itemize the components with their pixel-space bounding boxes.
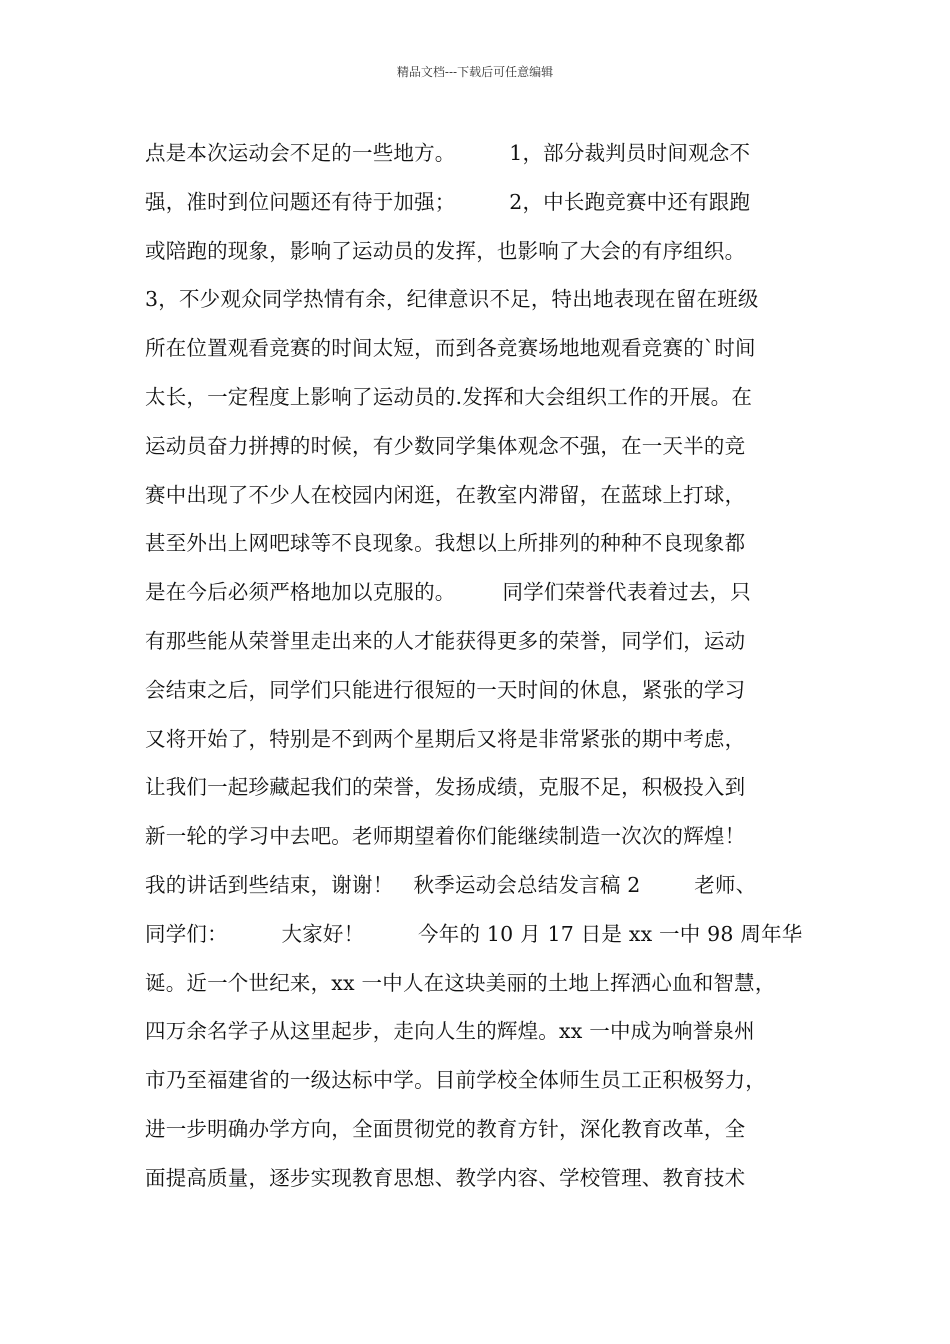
text-line: 会结束之后，同学们只能进行很短的一天时间的休息，紧张的学习 [145,677,746,702]
text-line: 是在今后必须严格地加以克服的。 同学们荣誉代表着过去，只 [145,580,751,605]
text-line: 有那些能从荣誉里走出来的人才能获得更多的荣誉，同学们，运动 [145,628,746,653]
text-line: 又将开始了，特别是不到两个星期后又将是非常紧张的期中考虑， [145,726,746,751]
text-line: 所在位置观看竞赛的时间太短，而到各竞赛场地地观看竞赛的`时间 [145,336,756,361]
text-line: 点是本次运动会不足的一些地方。 1，部分裁判员时间观念不 [145,141,751,165]
text-line: 面提高质量，逐步实现教育思想、教学内容、学校管理、教育技术 [145,1165,746,1190]
text-line: 进一步明确办学方向，全面贯彻党的教育方针，深化教育改革，全 [145,1116,746,1141]
text-line: 太长，一定程度上影响了运动员的.发挥和大会组织工作的开展。在 [145,384,753,409]
text-line: 赛中出现了不少人在校园内闲逛，在教室内滞留，在蓝球上打球， [145,482,746,507]
text-line: 诞。近一个世纪来，xx 一中人在这块美丽的土地上挥洒心血和智慧， [145,970,776,995]
text-line: 让我们一起珍藏起我们的荣誉，发扬成绩，克服不足，积极投入到 [145,775,746,800]
text-line: 市乃至福建省的一级达标中学。目前学校全体师生员工正积极努力， [145,1068,766,1093]
text-line: 我的讲话到些结束，谢谢！ 秋季运动会总结发言稿 2 老师、 [145,872,757,897]
text-line: 3，不少观众同学热情有余，纪律意识不足，特出地表现在留在班级 [145,287,759,312]
page-header: 精品文档---下载后可任意编辑 [396,65,554,79]
text-line: 同学们： 大家好！ 今年的 10 月 17 日是 xx 一中 98 周年华 [145,921,803,946]
document-body [145,131,825,1205]
text-line: 新一轮的学习中去吧。老师期望着你们能继续制造一次次的辉煌！ [145,824,746,849]
text-line: 运动员奋力拼搏的时候，有少数同学集体观念不强，在一天半的竞 [145,433,746,458]
text-line: 四万余名学子从这里起步，走向人生的辉煌。xx 一中成为响誉泉州 [145,1019,755,1044]
text-line: 强，准时到位问题还有待于加强； 2，中长跑竞赛中还有跟跑 [145,189,751,214]
text-line: 甚至外出上网吧球等不良现象。我想以上所排列的种种不良现象都 [145,531,746,556]
text-line: 或陪跑的现象，影响了运动员的发挥，也影响了大会的有序组织。 [145,238,746,263]
